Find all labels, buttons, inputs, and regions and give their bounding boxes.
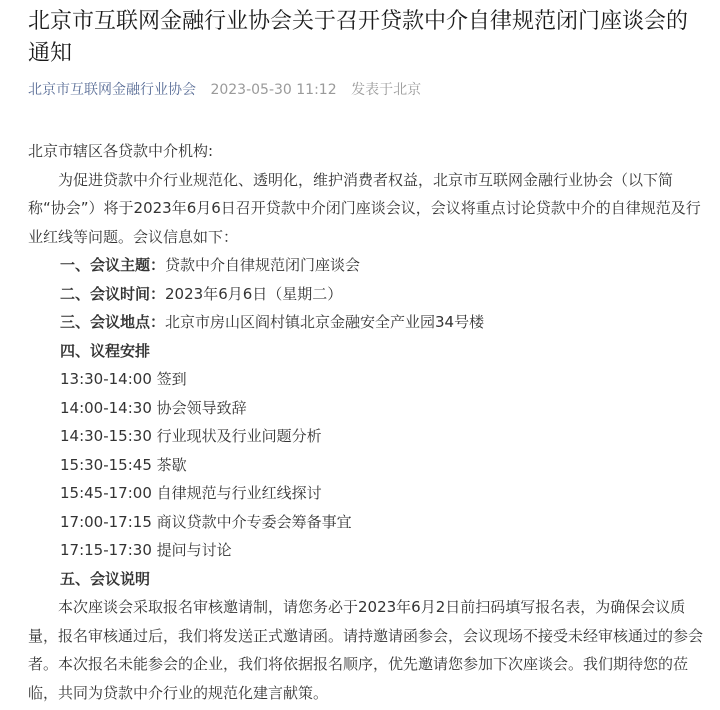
meeting-theme-label: 一、会议主题：: [60, 256, 166, 274]
agenda-time: 13:30-14:00: [60, 370, 152, 388]
notes-paragraph: 本次座谈会采取报名审核邀请制，请您务必于2023年6月2日前扫码填写报名表，为确保会议质量，报名审核通过后，我们将发送正式邀请函。请持邀请函参会，会议现场不接受未经审核通过的参会者。本次报名未能参会的企业，我们将依据报名顺序，优先邀请您参加下次座谈会。我们期待您的莅临，共同为贷款中介行业的规范化建言献策。: [28, 598, 704, 702]
agenda-time: 15:30-15:45: [60, 455, 152, 474]
agenda-item: 提问与讨论: [156, 541, 232, 559]
agenda-item: 茶歇: [156, 455, 187, 474]
agenda-row: [28, 451, 710, 480]
article-body: [28, 137, 710, 707]
agenda-item: 协会领导致辞: [156, 398, 247, 417]
agenda-item: 行业现状及行业问题分析: [156, 427, 322, 445]
salutation: 北京市辖区各贷款中介机构:: [28, 142, 214, 160]
article-title: 北京市互联网金融行业协会关于召开贷款中介自律规范闭门座谈会的通知: [28, 9, 689, 66]
agenda-item: 商议贷款中介专委会筹备事宜: [156, 512, 352, 531]
meeting-place-value: 北京市房山区阎村镇北京金融安全产业园34号楼: [165, 313, 485, 331]
agenda-time: 15:45-17:00: [60, 484, 152, 502]
agenda-heading: 四、议程安排: [60, 341, 151, 360]
meeting-place-label: 三、会议地点：: [60, 313, 166, 331]
agenda-item: 自律规范与行业红线探讨: [156, 484, 322, 502]
meeting-time: [28, 280, 710, 309]
meeting-time-value: 2023年6月6日（星期二）: [165, 284, 343, 303]
agenda-item: 签到: [156, 370, 187, 388]
meeting-place: [28, 308, 710, 337]
publish-location: 发表于北京: [351, 82, 422, 98]
agenda-row: [28, 479, 710, 508]
agenda-time: 17:00-17:15: [60, 512, 152, 531]
article-meta: [28, 80, 421, 100]
agenda-row: [28, 536, 710, 565]
agenda-time: 14:30-15:30: [60, 427, 152, 445]
publish-time: 2023-05-30 11:12: [210, 82, 337, 98]
meeting-theme-value: 贷款中介自律规范闭门座谈会: [165, 256, 361, 274]
meeting-theme: [28, 251, 710, 280]
account-name-link[interactable]: 北京市互联网金融行业协会: [28, 82, 196, 98]
agenda-row: [28, 508, 710, 537]
meeting-time-label: 二、会议时间：: [60, 284, 166, 303]
intro-paragraph: 为促进贷款中介行业规范化、透明化，维护消费者权益，北京市互联网金融行业协会（以下简称“协会”）将于2023年6月6日召开贷款中介闭门座谈会议，会议将重点讨论贷款中介的自律规范及行业红线等问题。会议信息如下：: [28, 170, 701, 246]
notes-heading: 五、会议说明: [60, 569, 151, 588]
agenda-row: [28, 422, 710, 451]
agenda-time: 14:00-14:30: [60, 398, 152, 417]
agenda-time: 17:15-17:30: [60, 541, 152, 559]
agenda-row: [28, 365, 710, 394]
agenda-row: [28, 394, 710, 423]
